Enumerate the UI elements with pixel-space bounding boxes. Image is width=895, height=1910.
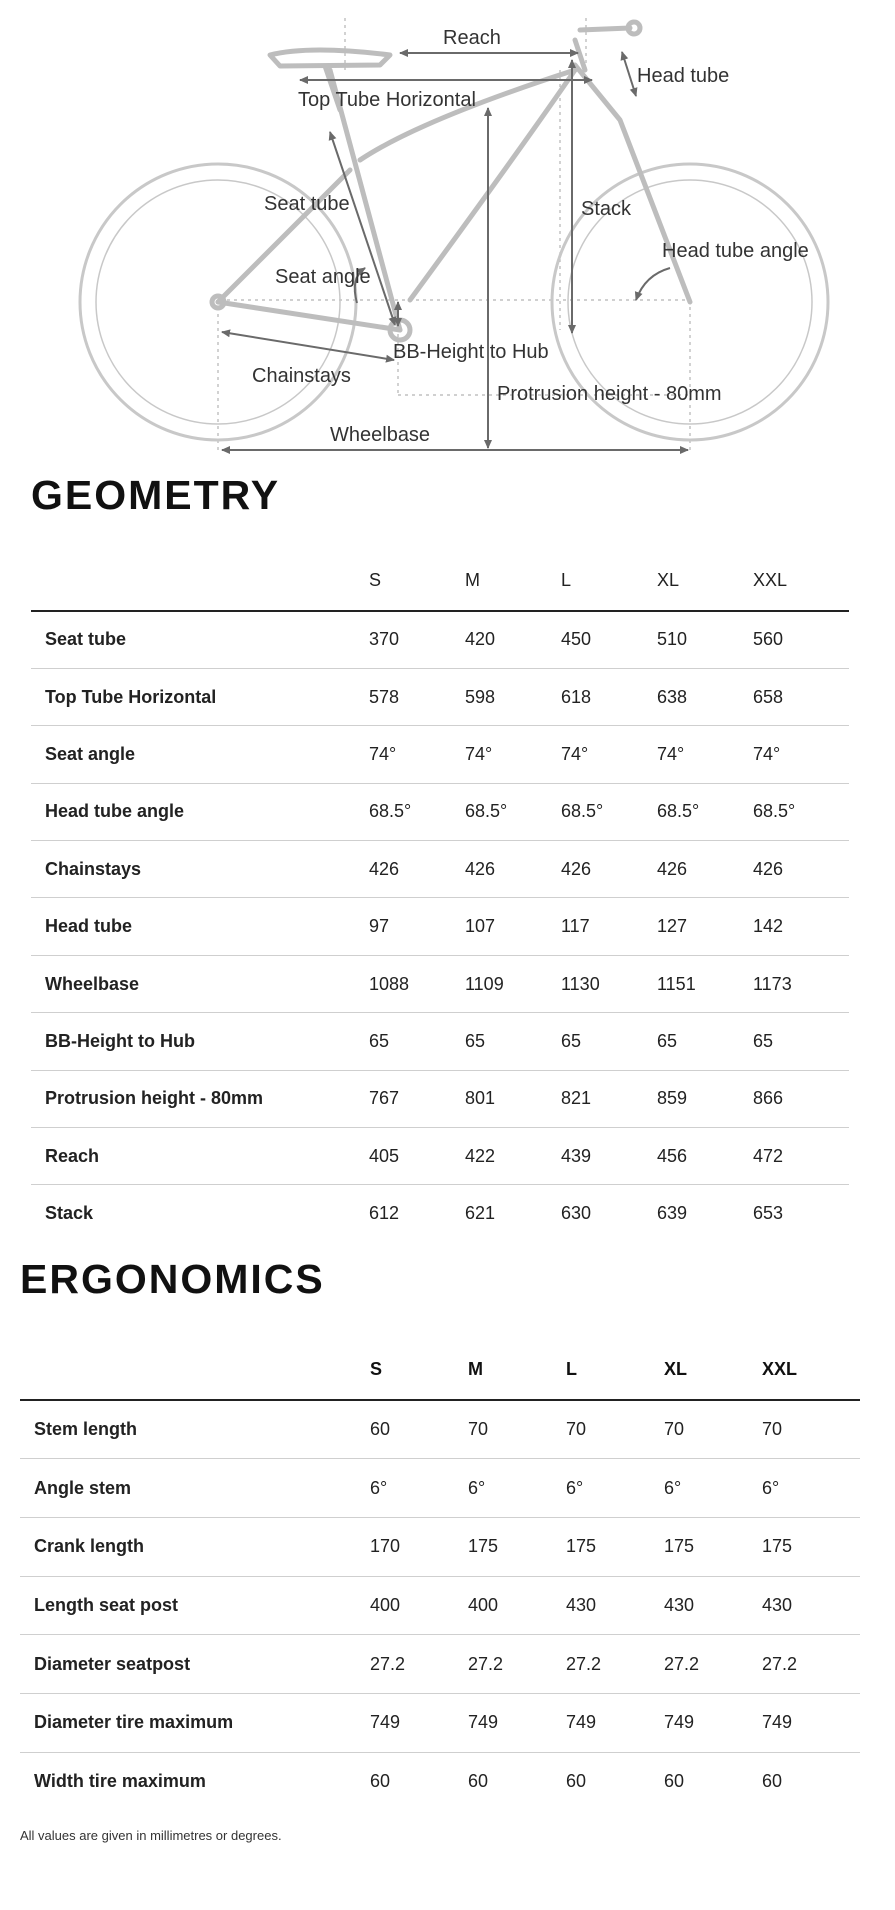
value-cell: 6° <box>664 1459 762 1518</box>
value-cell: 767 <box>369 1070 465 1127</box>
value-cell: 426 <box>753 841 849 898</box>
value-cell: 6° <box>370 1459 468 1518</box>
row-label: Chainstays <box>31 841 369 898</box>
table-row <box>31 898 849 955</box>
value-cell: 27.2 <box>468 1635 566 1694</box>
value-cell: 68.5° <box>753 783 849 840</box>
row-label: Diameter seatpost <box>20 1635 370 1694</box>
label-protrusion-height: Protrusion height - 80mm <box>497 383 722 405</box>
table-row <box>31 1185 849 1242</box>
value-cell: 70 <box>762 1400 860 1459</box>
size-header: L <box>566 1339 664 1400</box>
value-cell: 65 <box>657 1013 753 1070</box>
value-cell: 175 <box>664 1517 762 1576</box>
row-label: Diameter tire maximum <box>20 1693 370 1752</box>
value-cell: 801 <box>465 1070 561 1127</box>
label-seat-angle: Seat angle <box>275 266 371 288</box>
value-cell: 175 <box>468 1517 566 1576</box>
value-cell: 1088 <box>369 955 465 1012</box>
value-cell: 560 <box>753 611 849 668</box>
table-row <box>20 1576 860 1635</box>
value-cell: 74° <box>369 726 465 783</box>
value-cell: 60 <box>664 1771 685 1792</box>
label-reach: Reach <box>443 27 501 49</box>
row-label: Wheelbase <box>31 955 369 1012</box>
value-cell: 749 <box>468 1693 566 1752</box>
bike-geometry-diagram <box>0 0 895 458</box>
geometry-heading: GEOMETRY <box>31 472 281 518</box>
value-cell: 97 <box>369 898 465 955</box>
value-cell: 749 <box>664 1693 762 1752</box>
value-cell: 6° <box>468 1459 566 1518</box>
value-cell: 68.5° <box>369 783 465 840</box>
value-cell: 127 <box>657 898 753 955</box>
value-cell: 621 <box>465 1203 496 1224</box>
value-cell: 74° <box>657 726 753 783</box>
size-header: XL <box>664 1339 762 1400</box>
row-label: Crank length <box>20 1517 370 1576</box>
value-cell: 65 <box>561 1013 657 1070</box>
value-cell: 27.2 <box>664 1635 762 1694</box>
value-cell: 68.5° <box>561 783 657 840</box>
value-cell: 430 <box>664 1576 762 1635</box>
size-header: M <box>465 551 561 611</box>
value-cell: 405 <box>369 1128 465 1185</box>
label-top-tube-horizontal: Top Tube Horizontal <box>298 89 476 111</box>
ergonomics-heading: ERGONOMICS <box>20 1256 325 1302</box>
row-label: Protrusion height - 80mm <box>31 1070 369 1127</box>
table-row <box>20 1752 860 1811</box>
value-cell: 749 <box>566 1693 664 1752</box>
row-label: Stem length <box>20 1400 370 1459</box>
value-cell: 74° <box>465 726 561 783</box>
label-seat-tube: Seat tube <box>264 193 350 215</box>
value-cell: 426 <box>561 841 657 898</box>
table-row <box>20 1459 860 1518</box>
value-cell: 400 <box>468 1576 566 1635</box>
table-row <box>31 611 849 668</box>
geometry-header-row <box>31 551 849 611</box>
row-label: Seat tube <box>31 611 369 668</box>
table-row <box>31 783 849 840</box>
value-cell: 142 <box>753 898 849 955</box>
value-cell: 422 <box>465 1128 561 1185</box>
row-label: Reach <box>31 1128 369 1185</box>
value-cell: 70 <box>664 1400 762 1459</box>
value-cell: 65 <box>369 1013 465 1070</box>
value-cell: 1173 <box>753 955 849 1012</box>
label-stack: Stack <box>581 198 632 220</box>
value-cell: 370 <box>369 611 465 668</box>
geometry-table <box>31 551 849 1242</box>
value-cell: 1130 <box>561 955 657 1012</box>
size-header: XL <box>657 551 753 611</box>
table-row <box>20 1635 860 1694</box>
value-cell: 578 <box>369 668 465 725</box>
value-cell: 630 <box>561 1203 592 1224</box>
bike-illustration <box>0 0 895 458</box>
row-label: Head tube <box>31 898 369 955</box>
value-cell: 6° <box>762 1459 860 1518</box>
label-chainstays: Chainstays <box>252 365 351 387</box>
value-cell: 639 <box>657 1203 688 1224</box>
corner-cell <box>31 551 369 611</box>
value-cell: 74° <box>561 726 657 783</box>
value-cell: 866 <box>753 1070 849 1127</box>
value-cell: 107 <box>465 898 561 955</box>
value-cell: 65 <box>753 1013 849 1070</box>
value-cell: 70 <box>468 1400 566 1459</box>
value-cell: 60 <box>762 1771 783 1792</box>
value-cell: 175 <box>762 1517 860 1576</box>
value-cell: 170 <box>370 1517 468 1576</box>
table-row <box>31 955 849 1012</box>
value-cell: 510 <box>657 611 753 668</box>
value-cell: 6° <box>566 1459 664 1518</box>
table-row <box>31 841 849 898</box>
value-cell: 598 <box>465 668 561 725</box>
value-cell: 658 <box>753 668 849 725</box>
value-cell: 68.5° <box>465 783 561 840</box>
row-label: Seat angle <box>31 726 369 783</box>
value-cell: 821 <box>561 1070 657 1127</box>
value-cell: 1151 <box>657 955 753 1012</box>
table-row <box>31 726 849 783</box>
ergonomics-header-row <box>20 1339 860 1400</box>
value-cell: 426 <box>465 841 561 898</box>
value-cell: 859 <box>657 1070 753 1127</box>
value-cell: 175 <box>566 1517 664 1576</box>
value-cell: 400 <box>370 1576 468 1635</box>
value-cell: 430 <box>566 1576 664 1635</box>
table-row <box>31 668 849 725</box>
label-bb-height-to-hub: BB-Height to Hub <box>393 341 549 363</box>
size-header: M <box>468 1339 566 1400</box>
table-row <box>31 1013 849 1070</box>
value-cell: 439 <box>561 1128 657 1185</box>
value-cell: 472 <box>753 1128 849 1185</box>
value-cell: 27.2 <box>370 1635 468 1694</box>
table-row <box>20 1693 860 1752</box>
row-label: Angle stem <box>20 1459 370 1518</box>
value-cell: 450 <box>561 611 657 668</box>
value-cell: 456 <box>657 1128 753 1185</box>
table-row <box>20 1400 860 1459</box>
value-cell: 70 <box>566 1400 664 1459</box>
value-cell: 749 <box>370 1693 468 1752</box>
value-cell: 60 <box>370 1771 391 1792</box>
row-label: Stack <box>45 1203 94 1224</box>
value-cell: 618 <box>561 668 657 725</box>
value-cell: 27.2 <box>566 1635 664 1694</box>
row-label: Length seat post <box>20 1576 370 1635</box>
corner-cell <box>20 1339 370 1400</box>
value-cell: 426 <box>369 841 465 898</box>
table-row <box>31 1128 849 1185</box>
ergonomics-table <box>20 1339 860 1811</box>
value-cell: 60 <box>468 1771 489 1792</box>
row-label: Head tube angle <box>31 783 369 840</box>
value-cell: 60 <box>566 1771 587 1792</box>
value-cell: 749 <box>762 1693 860 1752</box>
size-header: L <box>561 551 657 611</box>
size-header: S <box>369 551 465 611</box>
size-header: XXL <box>753 551 849 611</box>
value-cell: 1109 <box>465 955 561 1012</box>
footnote: All values are given in millimetres or degrees. <box>20 1828 282 1843</box>
value-cell: 60 <box>370 1400 468 1459</box>
label-head-tube-angle: Head tube angle <box>662 240 809 262</box>
value-cell: 653 <box>753 1203 784 1224</box>
table-row <box>31 1070 849 1127</box>
value-cell: 612 <box>369 1203 400 1224</box>
row-label: Top Tube Horizontal <box>31 668 369 725</box>
label-head-tube: Head tube <box>637 65 730 87</box>
value-cell: 426 <box>657 841 753 898</box>
table-row <box>20 1517 860 1576</box>
value-cell: 65 <box>465 1013 561 1070</box>
size-header: S <box>370 1339 468 1400</box>
size-header: XXL <box>762 1339 860 1400</box>
value-cell: 68.5° <box>657 783 753 840</box>
row-label: Width tire maximum <box>34 1771 206 1792</box>
value-cell: 638 <box>657 668 753 725</box>
value-cell: 117 <box>561 898 657 955</box>
value-cell: 420 <box>465 611 561 668</box>
value-cell: 430 <box>762 1576 860 1635</box>
value-cell: 27.2 <box>762 1635 860 1694</box>
label-wheelbase: Wheelbase <box>330 424 431 446</box>
value-cell: 74° <box>753 726 849 783</box>
row-label: BB-Height to Hub <box>31 1013 369 1070</box>
